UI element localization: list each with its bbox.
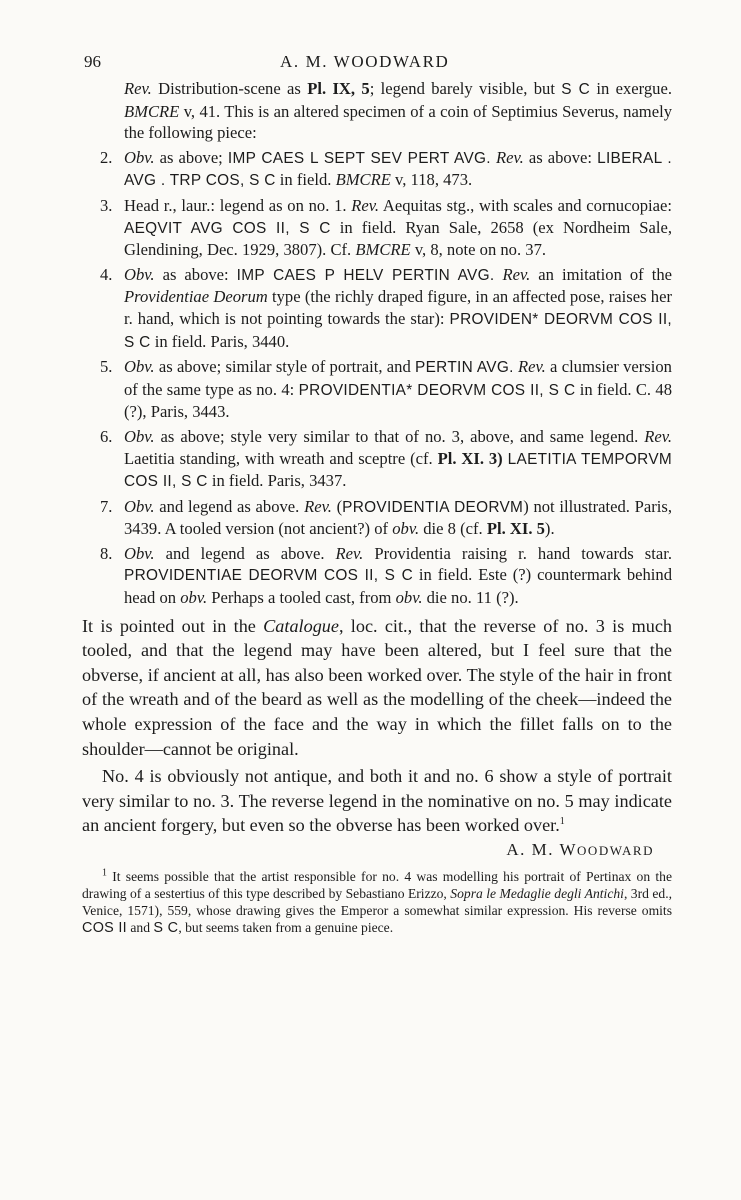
page-number: 96 — [84, 52, 101, 71]
text-span: Perhaps a tooled cast, from — [207, 588, 396, 608]
text-span: Obv. — [124, 147, 155, 167]
text-span: Obv. — [124, 357, 155, 377]
text-span: , 3rd ed., Venice, 1571), 559, whose drawing gives the Emperor a somewhat similar expression. His reverse omits — [82, 886, 672, 918]
coin-legend: AEQVIT AVG COS II, S C — [124, 219, 331, 237]
text-span: in field. Paris, 3437. — [207, 471, 347, 491]
signature-small-caps: OODWARD — [577, 843, 654, 858]
text-span: Rev. — [644, 426, 672, 446]
text-span: Rev. — [502, 264, 531, 284]
text-span: an imitation of the — [530, 264, 672, 284]
text-span: It seems possible that the artist responsible for no. 4 was modelling his portrait of Pertinax on the drawing of a sestertius of this type described by Sebastiano Erizzo, — [82, 869, 672, 901]
plate-reference: Pl. XI. 5 — [486, 519, 545, 539]
catalogue-item — [82, 426, 672, 493]
text-span: Rev. — [304, 496, 332, 516]
text-span: ( — [331, 496, 343, 516]
plate-reference: Pl. XI. 3) — [437, 448, 503, 468]
text-span: in field. Ryan Sale, 2658 (ex Nordheim Sale, Glendining, Dec. 1929, 3807). Cf. — [124, 217, 673, 260]
item-number: 6. — [100, 426, 113, 446]
text-span: v, 8, note on no. 37. — [410, 240, 547, 260]
text-span: obv. — [180, 588, 208, 608]
text-span: Rev. — [335, 543, 364, 563]
text-span: Providentiae Deorum — [124, 287, 268, 307]
rev-description — [82, 78, 672, 144]
text-span: Obv. — [124, 543, 155, 563]
text-span: BMCRE — [355, 240, 411, 260]
text-span: Obv. — [124, 496, 155, 516]
article-body — [82, 78, 672, 937]
item-number: 7. — [100, 496, 113, 516]
item-number: 2. — [100, 147, 113, 167]
text-span: Providentia raising r. hand towards star. — [363, 543, 672, 563]
signature-initials: A. M. W — [506, 840, 578, 859]
catalogue-item — [82, 147, 672, 192]
text-span: BMCRE — [335, 170, 391, 190]
coin-legend: LIBERAL . AVG . TRP COS, S C — [124, 149, 673, 190]
coin-legend: PROVIDENTIAE DEORVM COS II, S C — [124, 567, 413, 585]
plate-reference: Pl. IX, 5 — [307, 79, 370, 98]
text-span: in field. — [275, 170, 336, 190]
text-span: as above; — [154, 147, 228, 167]
item-number: 4. — [100, 264, 113, 284]
text-span: in field. Paris, 3440. — [150, 331, 290, 351]
text-span: as above: — [523, 147, 598, 167]
footnote — [82, 868, 672, 937]
text-span: Rev. — [495, 147, 524, 167]
text-span: BMCRE — [124, 101, 180, 121]
text-span: and — [126, 920, 154, 935]
catalogue-item — [82, 195, 672, 261]
coin-legend: IMP CAES P HELV PERTIN AVG. — [236, 266, 495, 284]
text-span: and legend as above. — [154, 543, 336, 563]
running-head-author: A. M. WOODWARD — [280, 52, 450, 71]
text-span: Head r., laur.: legend as on no. 1. — [124, 195, 352, 215]
coin-legend: S C — [561, 81, 591, 98]
coin-legend: PROVIDEN* DEORVM COS II, S C — [124, 310, 673, 351]
item-number: 8. — [100, 543, 113, 563]
text-span: die 8 (cf. — [419, 519, 487, 539]
coin-legend: COS II — [82, 920, 127, 936]
text-span: v, 118, 473. — [390, 170, 473, 190]
text-span: Obv. — [124, 264, 155, 284]
text-span: Rev. — [517, 357, 546, 377]
text-span: in field. Este (?) countermark behind head on — [124, 565, 673, 608]
text-span: type (the richly draped figure, in an affected pose, raises her r. hand, which is not pointing towards the star): — [124, 287, 672, 328]
text-span: Sopra le Medaglie degli Antichi — [450, 886, 624, 901]
coin-legend: PERTIN AVG. — [415, 359, 514, 377]
item-number: 3. — [100, 195, 113, 215]
text-span: in field. C. 48 (?), Paris, 3443. — [124, 379, 672, 422]
catalogue-item — [82, 264, 672, 353]
footnote-mark: 1 — [102, 867, 107, 879]
text-span: ; legend barely visible, but — [369, 79, 562, 98]
coin-legend: LAETITIA TEMPORVM COS II, S C — [124, 450, 673, 491]
text-span: v, 41. This is an altered specimen of a coin of Septimius Severus, namely the following piece: — [124, 101, 672, 143]
text-span: Distribution-scene as — [151, 79, 308, 98]
text-span: a clumsier version of the same type as no. 4: — [124, 357, 672, 399]
footnote-reference[interactable]: 1 — [559, 816, 565, 828]
text-span: in exergue. — [590, 79, 672, 98]
catalogue-item — [82, 356, 672, 423]
catalogue-item — [82, 496, 672, 540]
text-span: Rev. — [351, 195, 380, 215]
body-paragraph — [82, 764, 672, 838]
text-span: and legend as above. — [154, 496, 305, 516]
text-span: , but seems taken from a genuine piece. — [178, 920, 394, 935]
body-paragraph — [82, 614, 672, 762]
coin-legend: S C — [153, 920, 179, 936]
text-span: No. 4 is obviously not antique, and both it and no. 6 show a style of portrait very similar to no. 3. The reverse legend in the nominative on no. 5 may indicate an ancient forgery, but even so the obverse has been worked over. — [82, 766, 672, 836]
text-span: Laetitia standing, with wreath and sceptre (cf. — [124, 448, 438, 468]
item-number: 5. — [100, 357, 113, 377]
text-span: Catalogue — [263, 615, 339, 636]
text-span: , loc. cit., that the reverse of no. 3 is much tooled, and that the legend may have been altered, but I feel sure that the obverse, if ancient at all, has also been worked over. The style of the hair in front of the wreath and of the beard as well as the modelling of the cheek—indeed the whole expression of the face and the way in which the fillet falls on to the shoulder—cannot be original. — [82, 615, 672, 759]
coin-legend: PROVIDENTIA DEORVM — [342, 498, 524, 516]
text-span: Obv. — [124, 426, 155, 446]
running-head — [84, 52, 669, 76]
text-span: Aequitas stg., with scales and cornucopiae: — [379, 195, 672, 215]
text-span: ). — [544, 519, 555, 539]
text-span: It is pointed out in the — [82, 615, 264, 636]
text-span: obv. — [392, 519, 420, 539]
catalogue-item — [82, 543, 672, 609]
text-span: as above; similar style of portrait, and — [154, 357, 416, 377]
coin-legend: IMP CAES L SEPT SEV PERT AVG. — [227, 149, 491, 167]
text-span: as above: — [154, 264, 237, 284]
author-signature — [82, 840, 654, 860]
text-span: ) not illustrated. Paris, 3439. A tooled version (not ancient?) of — [124, 496, 672, 539]
text-span: Rev. — [124, 79, 152, 98]
text-span: die no. 11 (?). — [422, 588, 519, 608]
text-span: obv. — [395, 588, 423, 608]
text-span: as above; style very similar to that of no. 3, above, and same legend. — [154, 426, 645, 446]
coin-legend: PROVIDENTIA* DEORVM COS II, S C — [298, 381, 576, 399]
